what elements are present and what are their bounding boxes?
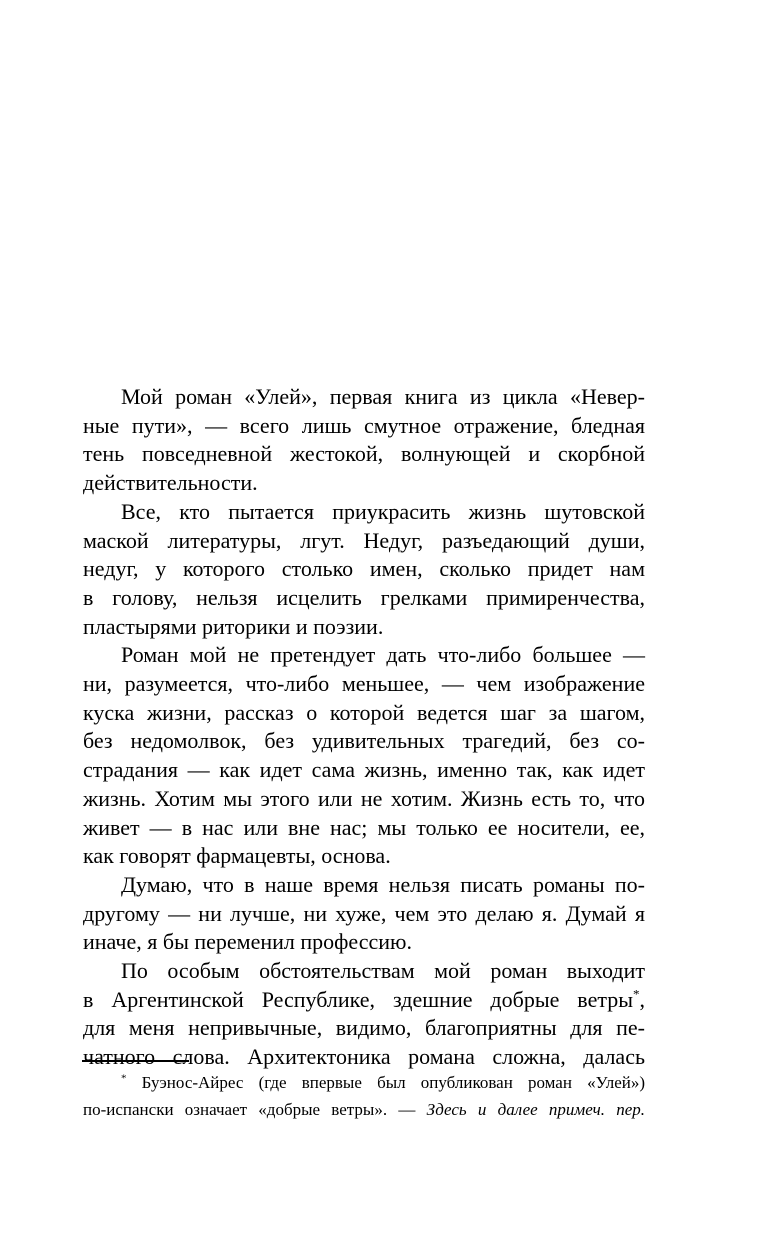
- text-line: другому — ни лучше, ни хуже, чем это делаю я. Думай я: [83, 900, 645, 926]
- main-text: [83, 383, 645, 1072]
- text-line: без недомолвок, без удивительных трагедий, без со-: [83, 728, 645, 754]
- footnote: [83, 1069, 645, 1123]
- text-line-with-footnote-ref: [83, 986, 645, 1015]
- paragraph-3: [83, 641, 645, 871]
- text-line: куска жизни, рассказ о которой ведется шаг за шагом,: [83, 699, 645, 725]
- text-line: тень повседневной жестокой, волнующей и скорбной: [83, 441, 645, 467]
- footnote-text-1: Буэнос-Айрес (где впервые был опубликован роман «Улей»): [141, 1073, 646, 1092]
- text-line: страдания — как идет сама жизнь, именно так, как идет: [83, 757, 645, 783]
- text-line: живет — в нас или вне нас; мы только ее носители, ее,: [83, 814, 645, 840]
- text-line: Роман мой не претендует дать что-либо большее —: [121, 642, 645, 668]
- paragraph-4: [83, 871, 645, 957]
- text-line: По особым обстоятельствам мой роман выходит: [121, 958, 645, 984]
- text-line: Мой роман «Улей», первая книга из цикла «Невер-: [121, 384, 645, 409]
- footnote-separator: [82, 1060, 189, 1062]
- text-line: ные пути», — всего лишь смутное отражение, бледная: [83, 412, 645, 438]
- text-line: для меня непривычные, видимо, благоприятны для пе-: [83, 1015, 645, 1041]
- text-line: Думаю, что в наше время нельзя писать романы по-: [121, 871, 645, 897]
- footnote-line-2: [83, 1096, 645, 1123]
- text-line: жизнь. Хотим мы этого или не хотим. Жизнь есть то, что: [83, 785, 645, 811]
- text-line: иначе, я бы переменил профессию.: [83, 929, 412, 955]
- translator-note: Здесь и далее примеч. пер.: [426, 1100, 645, 1119]
- text-line: пластырями риторики и поэзии.: [83, 613, 384, 639]
- paragraph-1: [83, 383, 645, 498]
- text-line: в голову, нельзя исцелить грелками примиренчества,: [83, 584, 645, 610]
- text-line: Все, кто пытается приукрасить жизнь шутовской: [121, 498, 645, 524]
- text-line: действительности.: [83, 470, 258, 496]
- line-text: в Аргентинской Республике, здешние добрые ветры: [83, 986, 633, 1012]
- footnote-text-2: по-испански означает «добрые ветры». —: [83, 1100, 427, 1119]
- footnote-line-1: [83, 1069, 645, 1096]
- footnote-marker: *: [121, 1072, 127, 1085]
- text-line: маской литературы, лгут. Недуг, разъедающий души,: [83, 527, 645, 553]
- line-punct: ,: [639, 986, 645, 1012]
- text-line: недуг, у которого столько имен, сколько придет нам: [83, 556, 645, 582]
- text-line: чатного слова. Архитектоника романа сложна, далась: [83, 1044, 645, 1070]
- paragraph-5: [83, 957, 645, 1072]
- text-line: как говорят фармацевты, основа.: [83, 843, 391, 869]
- text-line: ни, разумеется, что-либо меньшее, — чем изображение: [83, 671, 645, 697]
- footnote-reference[interactable]: *: [633, 986, 640, 1002]
- paragraph-2: [83, 498, 645, 642]
